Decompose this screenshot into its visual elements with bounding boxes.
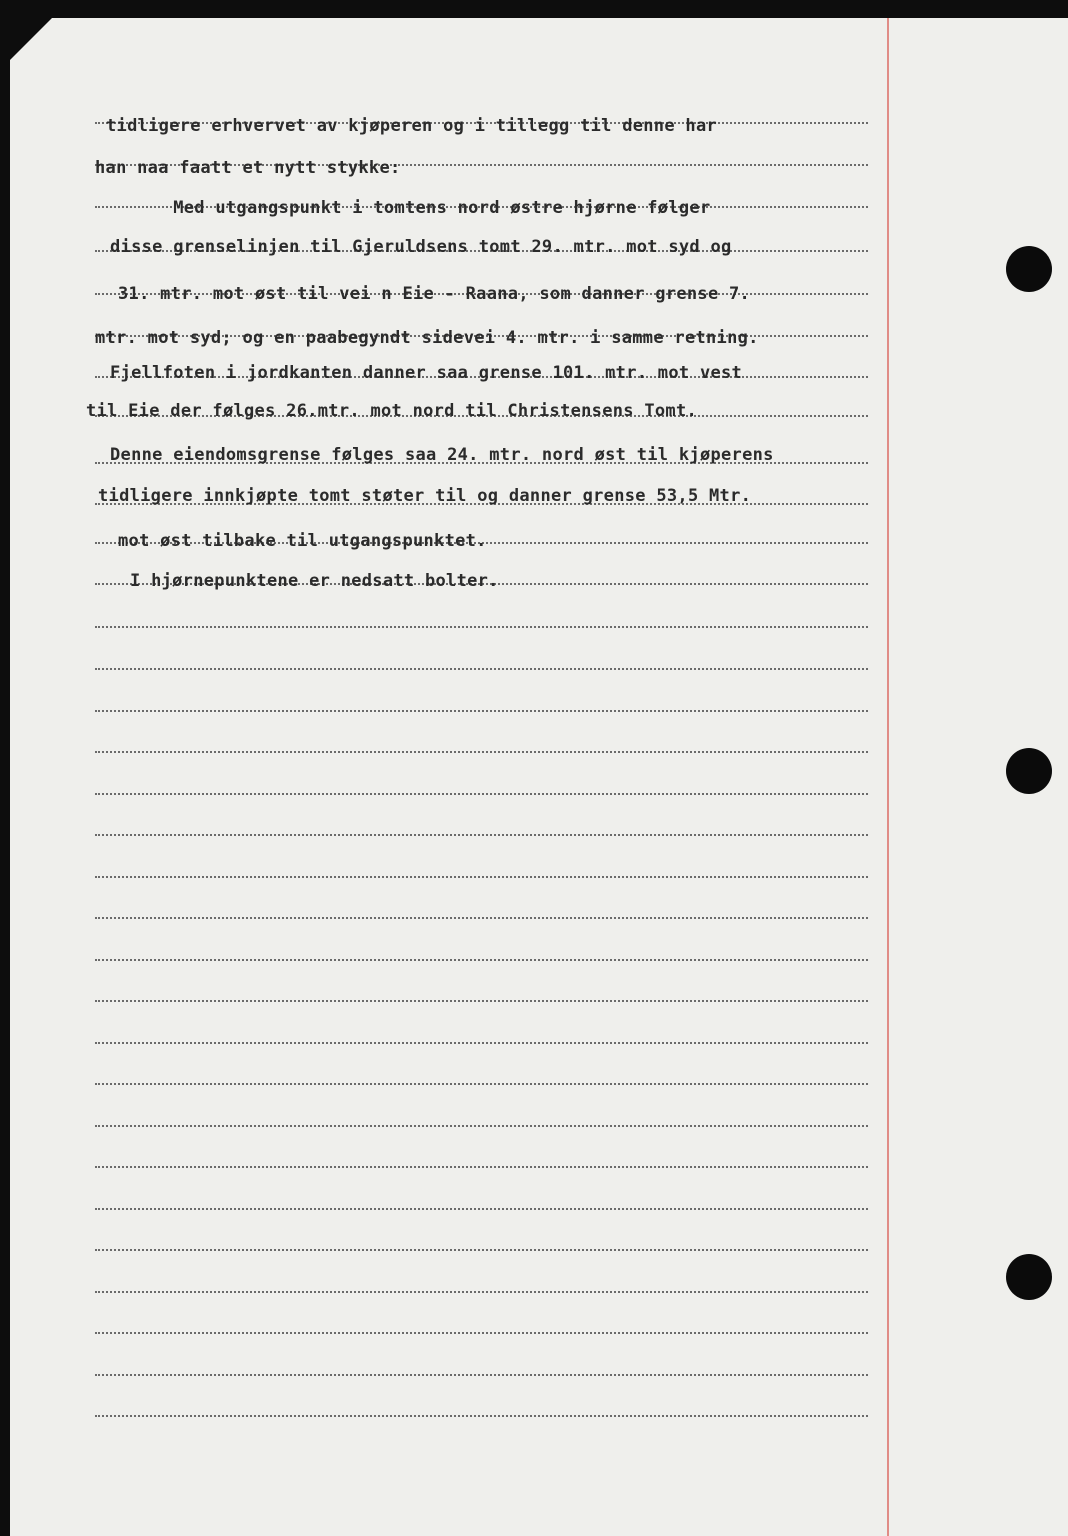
text-line: han naa faatt et nytt stykke: bbox=[95, 158, 401, 178]
text-line: mot øst tilbake til utgangspunktet. bbox=[118, 531, 487, 551]
ruled-line bbox=[95, 1249, 868, 1251]
ruled-line bbox=[95, 1000, 868, 1002]
text-line: I hjørnepunktene er nedsatt bolter. bbox=[130, 571, 499, 591]
margin-rule bbox=[887, 18, 889, 1536]
ruled-line bbox=[95, 1208, 868, 1210]
text-line: Fjellfoten i jordkanten danner saa grense 101. mtr. mot vest bbox=[110, 363, 743, 383]
text-line: til Eie der følges 26.mtr. mot nord til Christensens Tomt. bbox=[86, 401, 698, 421]
ruled-line bbox=[95, 668, 868, 670]
text-line: Med utgangspunkt i tomtens nord østre hjørne følger bbox=[110, 198, 711, 218]
ruled-line bbox=[95, 1374, 868, 1376]
ruled-line bbox=[95, 834, 868, 836]
folded-corner bbox=[10, 18, 52, 60]
punch-hole-middle bbox=[1006, 748, 1052, 794]
text-line: disse grenselinjen til Gjeruldsens tomt 29. mtr. mot syd og bbox=[110, 237, 732, 257]
text-line: tidligere erhvervet av kjøperen og i tillegg til denne har bbox=[106, 116, 718, 136]
ruled-line bbox=[95, 917, 868, 919]
ruled-line bbox=[95, 751, 868, 753]
ruled-line bbox=[95, 1042, 868, 1044]
punch-hole-top bbox=[1006, 246, 1052, 292]
ruled-line bbox=[95, 1125, 868, 1127]
punch-hole-bottom bbox=[1006, 1254, 1052, 1300]
ruled-line bbox=[95, 1291, 868, 1293]
ruled-line bbox=[95, 959, 868, 961]
ruled-line bbox=[95, 1332, 868, 1334]
text-line: mtr. mot syd; og en paabegyndt sidevei 4. mtr. i samme retning. bbox=[95, 328, 759, 348]
text-line: Denne eiendomsgrense følges saa 24. mtr. nord øst til kjøperens bbox=[110, 445, 774, 465]
ruled-line bbox=[95, 1415, 868, 1417]
ruled-line bbox=[95, 1083, 868, 1085]
ruled-line bbox=[95, 1166, 868, 1168]
ruled-line bbox=[95, 710, 868, 712]
text-line: tidligere innkjøpte tomt støter til og danner grense 53,5 Mtr. bbox=[98, 486, 752, 506]
ruled-line bbox=[95, 876, 868, 878]
ruled-line bbox=[95, 793, 868, 795]
document-page bbox=[10, 18, 1068, 1536]
text-line: 31. mtr. mot øst til vei n Eie - Raana, som danner grense 7. bbox=[118, 284, 751, 304]
ruled-line bbox=[95, 626, 868, 628]
